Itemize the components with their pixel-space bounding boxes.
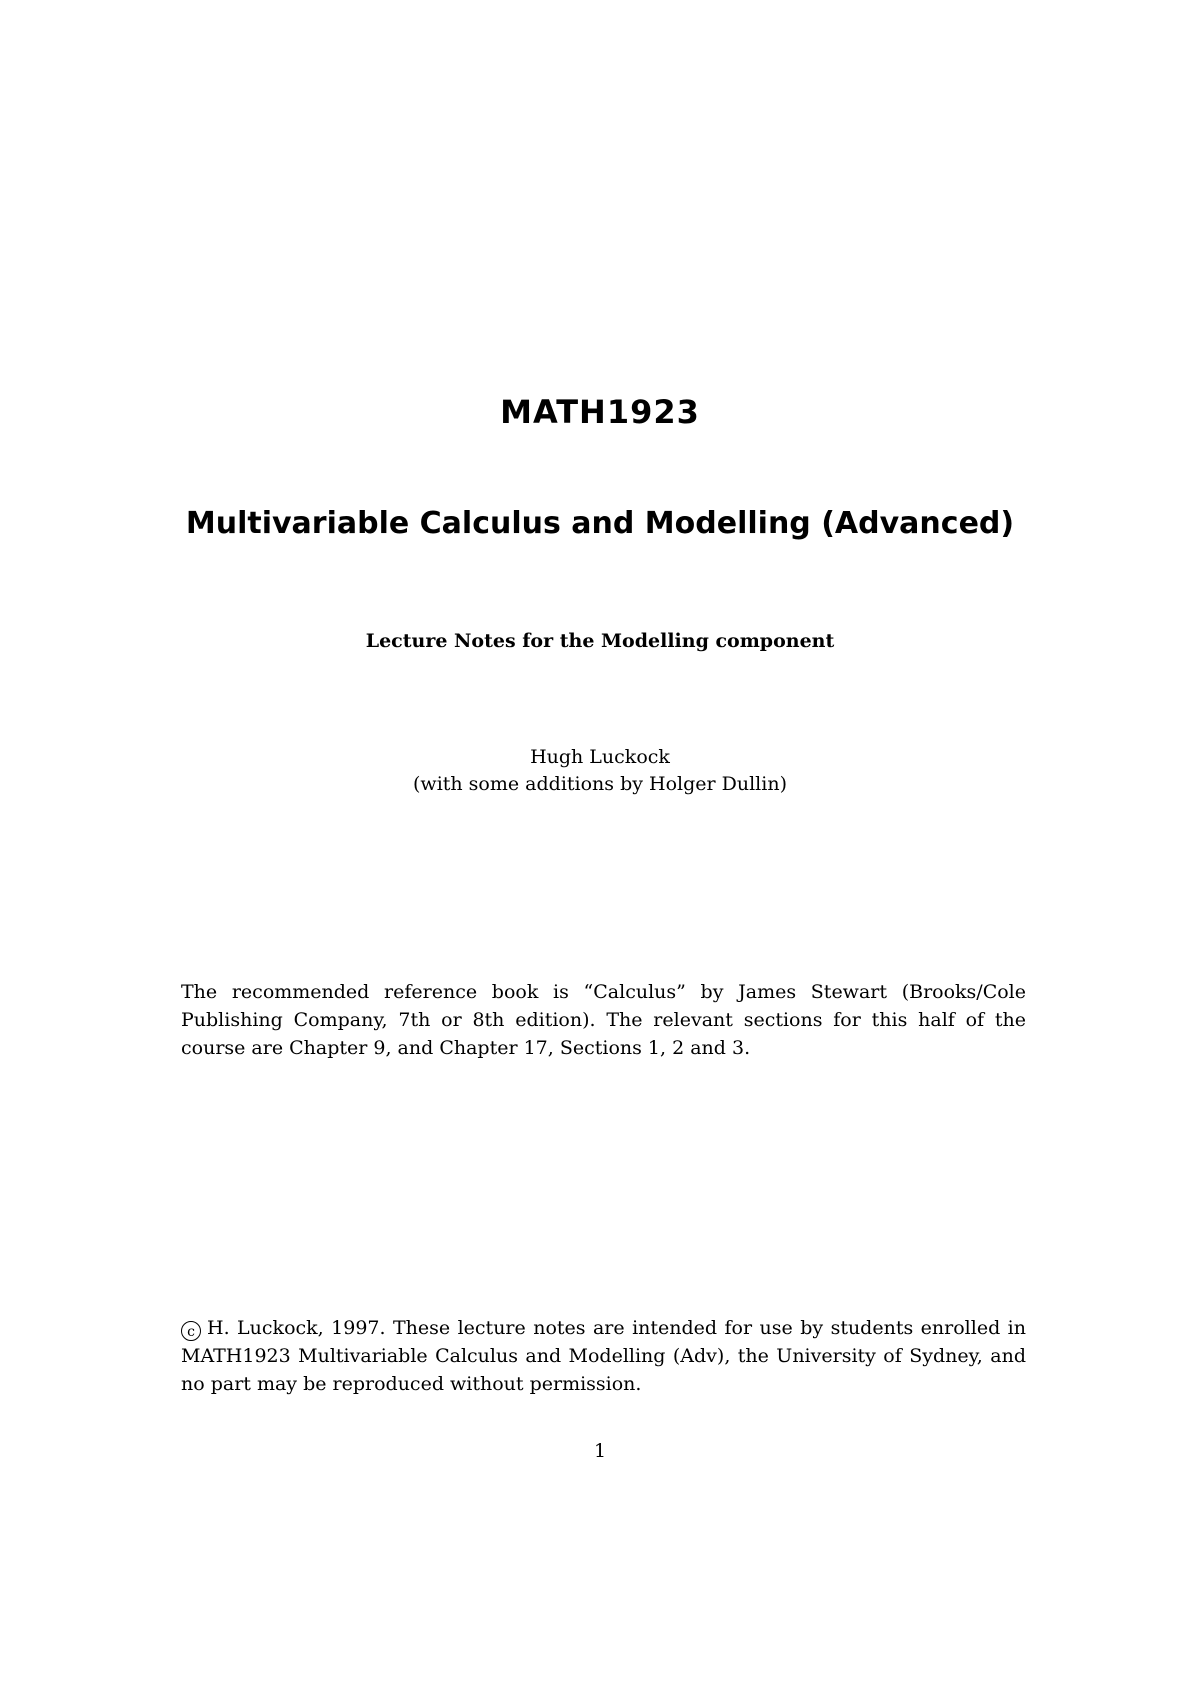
course-title: Multivariable Calculus and Modelling (Advanced) — [185, 506, 1015, 541]
copyright-text: H. Luckock, 1997. These lecture notes are intended for use by students enrolled in MATH1923 Multivariable Calculus and Modelling (Adv), the University of Sydney, and no part may be reproduced without permission. — [181, 1317, 1026, 1395]
document-subtitle: Lecture Notes for the Modelling component — [365, 630, 835, 652]
author-name: Hugh Luckock — [530, 746, 670, 768]
reference-paragraph: The recommended reference book is “Calculus” by James Stewart (Brooks/Cole Publishing Company, 7th or 8th edition). The relevant sections for this half of the course are Chapter 9, and Chapter 17, Sections 1, 2 and 3. — [181, 981, 1026, 1059]
copyright-icon: c — [181, 1321, 201, 1341]
copyright-paragraph — [181, 1314, 1026, 1398]
course-code: MATH1923 — [500, 393, 700, 431]
author-note: (with some additions by Holger Dullin) — [413, 773, 787, 795]
page-number: 1 — [593, 1440, 607, 1462]
